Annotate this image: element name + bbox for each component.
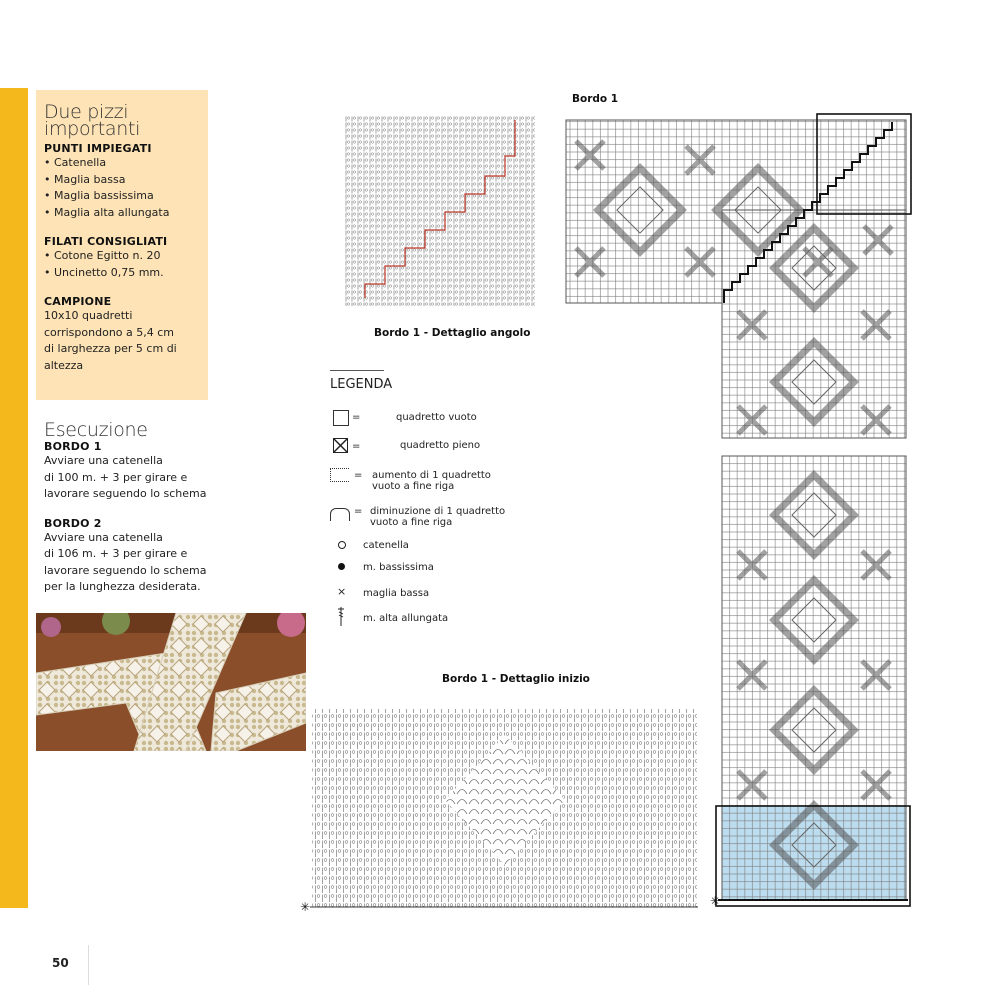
page-divider	[88, 945, 89, 985]
legend-label: quadretto vuoto	[396, 412, 477, 423]
yarn-item: • Cotone Egitto n. 20	[44, 249, 161, 262]
bordo2-line: di 106 m. + 3 per girare e	[44, 547, 188, 560]
legend-rule	[330, 370, 384, 371]
stitch-item: • Maglia bassa	[44, 172, 126, 186]
detail-start-chart	[300, 705, 700, 915]
legend-label: maglia bassa	[363, 588, 430, 599]
legend-label: aumento di 1 quadretto vuoto a fine riga	[372, 470, 491, 492]
detail-corner-caption: Bordo 1 - Dettaglio angolo	[374, 327, 531, 339]
sample-line: 10x10 quadretti	[44, 309, 133, 322]
start-asterisk: ✳	[710, 894, 721, 908]
detail-start-caption: Bordo 1 - Dettaglio inizio	[442, 673, 590, 685]
increase-icon	[330, 468, 349, 482]
bordo2-line: per la lunghezza desiderata.	[44, 580, 201, 593]
stitch-item: • Catenella	[44, 156, 107, 169]
empty-square-icon	[333, 410, 349, 426]
bordo2-line: Avviare una catenella	[44, 530, 163, 544]
single-crochet-icon: ×	[337, 585, 347, 598]
sample-line: di larghezza per 5 cm di	[44, 342, 177, 355]
bordo1-heading: BORDO 1	[44, 440, 102, 453]
long-treble-icon	[336, 605, 346, 627]
legend-label: m. bassissima	[363, 562, 434, 573]
chain-icon	[338, 541, 346, 549]
legend-label: diminuzione di 1 quadretto vuoto a fine riga	[370, 506, 506, 528]
sample-line: altezza	[44, 358, 84, 372]
box-title: Due pizzi importanti	[44, 101, 141, 140]
yarn-item: • Uncinetto 0,75 mm.	[44, 265, 164, 279]
legend-eq: =	[354, 470, 363, 481]
bordo1-line: di 100 m. + 3 per girare e	[44, 470, 188, 484]
legend-eq: =	[352, 412, 361, 423]
svg-text:✳: ✳	[300, 900, 311, 914]
legend-title: LEGENDA	[330, 377, 393, 392]
stitch-item: • Maglia bassissima	[44, 189, 154, 202]
detail-corner-chart	[345, 116, 535, 306]
sample-line: corrispondono a 5,4 cm	[44, 325, 175, 339]
legend-label: catenella	[363, 540, 409, 551]
legend-eq: =	[354, 506, 363, 517]
bordo1-line: lavorare seguendo lo schema	[44, 487, 207, 500]
decrease-icon	[330, 508, 350, 521]
bordo1-line: Avviare una catenella	[44, 454, 163, 467]
bordo1-caption: Bordo 1	[572, 93, 619, 105]
stitches-heading: PUNTI IMPIEGATI	[44, 142, 152, 155]
stitch-item: • Maglia alta allungata	[44, 205, 170, 219]
bordo2-heading: BORDO 2	[44, 516, 102, 530]
execution-title: Esecuzione	[44, 419, 148, 441]
legend-eq: =	[352, 441, 361, 452]
sample-heading: CAMPIONE	[44, 295, 112, 308]
yarn-heading: FILATI CONSIGLIATI	[44, 235, 168, 248]
filled-square-icon	[333, 438, 349, 454]
bordo2-line: lavorare seguendo lo schema	[44, 563, 207, 577]
legend-label: m. alta allungata	[363, 613, 449, 624]
slip-stitch-icon	[338, 563, 345, 570]
page-number: 50	[52, 956, 69, 970]
legend-label: quadretto pieno	[400, 440, 481, 451]
